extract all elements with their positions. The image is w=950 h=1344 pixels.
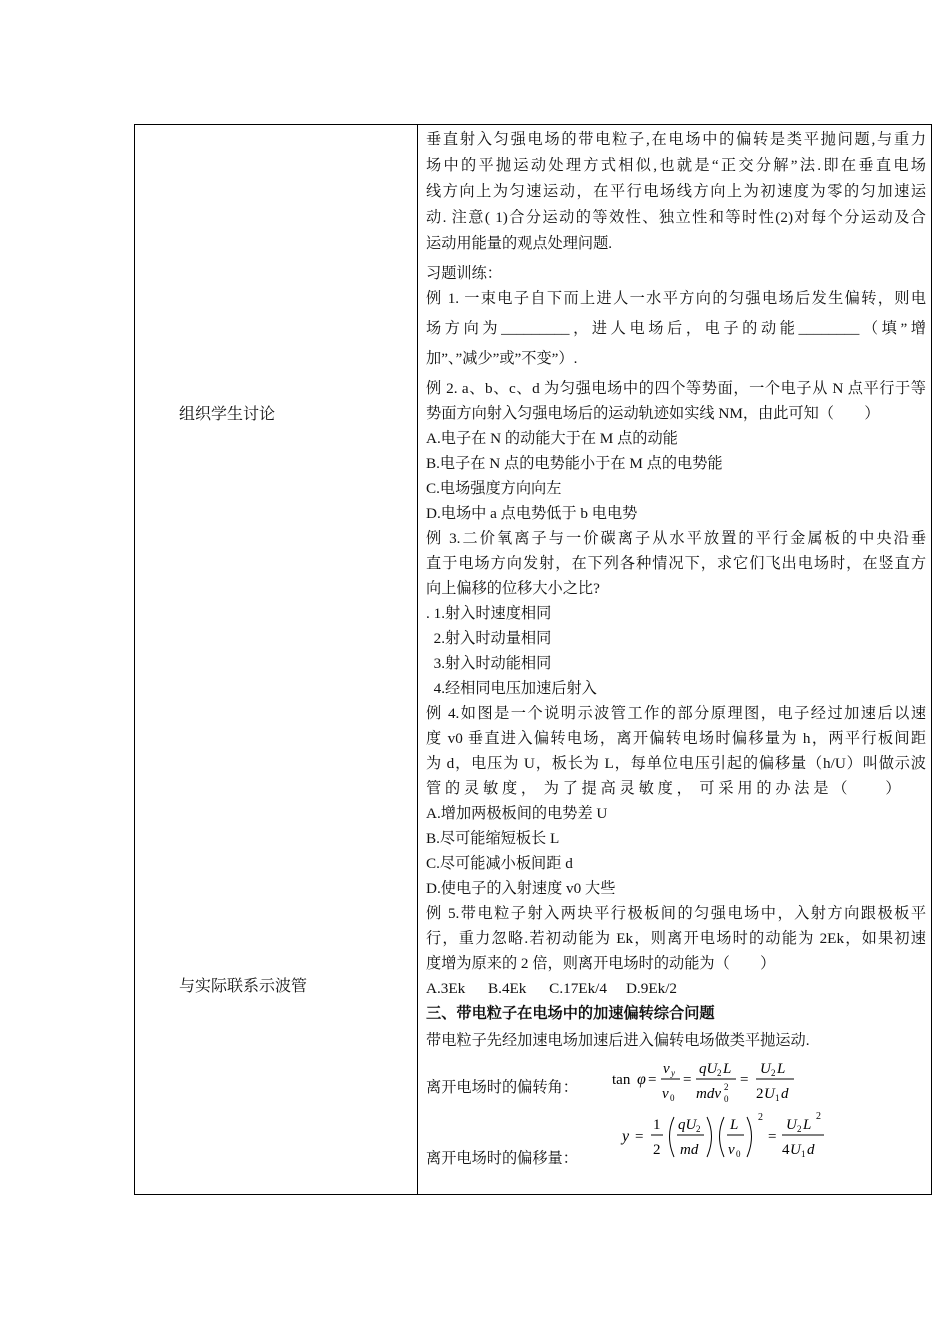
ex2-option-b: B.电子在 N 点的电势能小于在 M 点的电势能 bbox=[426, 455, 723, 472]
ex5-line-3: 度增为原来的 2 倍，则离开电场时的动能为（ ） bbox=[426, 955, 776, 972]
intro-line-2: 场中的平抛运动处理方式相似,也就是“正交分解”法.即在垂直电场 bbox=[426, 157, 926, 174]
svg-text:2: 2 bbox=[771, 1068, 776, 1078]
ex4-option-d: D.使电子的入射速度 v0 大些 bbox=[426, 880, 616, 897]
svg-text:0: 0 bbox=[670, 1093, 675, 1103]
svg-text:v: v bbox=[728, 1142, 735, 1158]
svg-text:φ: φ bbox=[637, 1071, 646, 1088]
ex4-line-2: 度 v0 垂直进入偏转电场，离开偏转电场时偏移量为 h，两平行板间距 bbox=[426, 730, 926, 747]
deflection-offset-label: 离开电场时的偏移量： bbox=[426, 1150, 578, 1167]
svg-text:2: 2 bbox=[653, 1142, 661, 1158]
lesson-table bbox=[134, 124, 932, 1195]
left-label-oscilloscope: 与实际联系示波管 bbox=[179, 978, 308, 995]
svg-text:L: L bbox=[723, 1061, 732, 1077]
ex1-line-3: 加”、”减少”或”不变”）. bbox=[426, 350, 578, 367]
svg-text:d: d bbox=[807, 1142, 815, 1158]
ex1-line-2: 场方向为_________，进人电场后，电子的动能________（填”增 bbox=[426, 320, 926, 337]
deflection-angle-row bbox=[426, 1055, 926, 1107]
intro-line-4: 动. 注意( 1)合分运动的等效性、独立性和等时性(2)对每个分运动及合 bbox=[426, 209, 926, 226]
svg-text:U: U bbox=[760, 1061, 771, 1077]
intro-line-1: 垂直射入匀强电场的带电粒子,在电场中的偏转是类平抛问题,与重力 bbox=[426, 131, 926, 148]
svg-text:qU: qU bbox=[678, 1117, 697, 1133]
ex3-line-3: 向上偏移的位移大小之比? bbox=[426, 580, 600, 597]
svg-text:v: v bbox=[663, 1061, 670, 1077]
svg-text:0: 0 bbox=[736, 1149, 741, 1159]
section3-description: 带电粒子先经加速电场加速后进入偏转电场做类平抛运动. bbox=[426, 1032, 810, 1049]
ex5-options: A.3Ek B.4Ek C.17Ek/4 D.9Ek/2 bbox=[426, 980, 678, 997]
ex4-option-a: A.增加两极板间的电势差 U bbox=[426, 805, 608, 822]
ex3-item-2: 2.射入时动量相同 bbox=[426, 630, 552, 647]
svg-text:=: = bbox=[648, 1072, 657, 1088]
practice-heading: 习题训练： bbox=[426, 265, 502, 282]
ex1-line-1: 例 1. 一束电子自下而上进人一水平方向的匀强电场后发生偏转，则电 bbox=[426, 290, 926, 307]
svg-text:=: = bbox=[683, 1072, 692, 1088]
svg-text:=: = bbox=[635, 1129, 644, 1145]
svg-text:y: y bbox=[671, 1068, 675, 1078]
ex4-line-4: 管 的 灵 敏 度 ， 为 了 提 高 灵 敏 度 ， 可 采 用 的 办 法 是 （ ） bbox=[426, 780, 901, 797]
ex3-item-1: . 1.射入时速度相同 bbox=[426, 605, 552, 622]
ex3-item-3: 3.射入时动能相同 bbox=[426, 655, 552, 672]
svg-text:4: 4 bbox=[782, 1142, 790, 1158]
intro-line-3: 线方向上为匀速运动，在平行电场线方向上为初速度为零的匀加速运 bbox=[426, 183, 926, 200]
svg-text:md: md bbox=[680, 1142, 699, 1158]
ex5-line-1: 例 5.带电粒子射入两块平行极板间的匀强电场中，入射方向跟极板平 bbox=[426, 905, 926, 922]
ex4-line-3: 为 d，电压为 U，板长为 L，每单位电压引起的偏移量（h/U）叫做示波 bbox=[426, 755, 926, 772]
svg-text:L: L bbox=[730, 1117, 739, 1133]
section3-heading: 三、带电粒子在电场中的加速偏转综合问题 bbox=[426, 1005, 715, 1022]
right-content bbox=[426, 127, 926, 1169]
svg-text:=: = bbox=[740, 1072, 749, 1088]
svg-text:1: 1 bbox=[653, 1117, 661, 1133]
column-divider bbox=[417, 125, 418, 1194]
svg-text:2: 2 bbox=[816, 1111, 821, 1122]
ex4-option-b: B.尽可能缩短板长 L bbox=[426, 830, 560, 847]
svg-text:=: = bbox=[768, 1129, 777, 1145]
svg-text:qU: qU bbox=[699, 1061, 718, 1077]
deflection-offset-row bbox=[426, 1107, 926, 1169]
deflection-angle-formula bbox=[606, 1055, 836, 1107]
ex3-line-1: 例 3.二价氧离子与一价碳离子从水平放置的平行金属板的中央沿垂 bbox=[426, 530, 926, 547]
svg-text:U: U bbox=[790, 1142, 801, 1158]
svg-text:mdv: mdv bbox=[696, 1086, 721, 1102]
ex3-line-2: 直于电场方向发射，在下列各种情况下，求它们飞出电场时，在竖直方 bbox=[426, 555, 926, 572]
ex2-line-1: 例 2. a、b、c、d 为匀强电场中的四个等势面，一个电子从 N 点平行于等 bbox=[426, 380, 926, 397]
svg-text:v: v bbox=[662, 1086, 669, 1102]
ex3-item-4: 4.经相同电压加速后射入 bbox=[426, 680, 597, 697]
svg-text:U: U bbox=[786, 1117, 797, 1133]
svg-text:2: 2 bbox=[756, 1086, 764, 1102]
svg-text:2: 2 bbox=[758, 1112, 763, 1123]
deflection-offset-formula bbox=[616, 1107, 876, 1169]
svg-text:0: 0 bbox=[724, 1094, 729, 1104]
ex2-option-c: C.电场强度方向向左 bbox=[426, 480, 562, 497]
svg-text:1: 1 bbox=[801, 1149, 806, 1159]
svg-text:L: L bbox=[803, 1117, 812, 1133]
ex2-line-2: 势面方向射入匀强电场后的运动轨迹如实线 NM，由此可知（ ） bbox=[426, 405, 880, 422]
svg-text:2: 2 bbox=[724, 1082, 729, 1092]
deflection-angle-label: 离开电场时的偏转角： bbox=[426, 1079, 578, 1096]
svg-text:1: 1 bbox=[775, 1093, 780, 1103]
ex4-line-1: 例 4.如图是一个说明示波管工作的部分原理图，电子经过加速后以速 bbox=[426, 705, 926, 722]
svg-text:tan: tan bbox=[612, 1072, 631, 1088]
ex2-option-a: A.电子在 N 的动能大于在 M 点的动能 bbox=[426, 430, 678, 447]
svg-text:2: 2 bbox=[717, 1068, 722, 1078]
svg-text:2: 2 bbox=[797, 1124, 802, 1134]
intro-line-5: 运动用能量的观点处理问题. bbox=[426, 235, 613, 252]
svg-text:2: 2 bbox=[696, 1124, 701, 1134]
ex2-option-d: D.电场中 a 点电势低于 b 电电势 bbox=[426, 505, 638, 522]
svg-text:U: U bbox=[764, 1086, 775, 1102]
svg-text:L: L bbox=[777, 1061, 786, 1077]
ex5-line-2: 行，重力忽略.若初动能为 Ek，则离开电场时的动能为 2Ek，如果初速 bbox=[426, 930, 926, 947]
ex4-option-c: C.尽可能减小板间距 d bbox=[426, 855, 573, 872]
svg-text:d: d bbox=[781, 1086, 789, 1102]
svg-text:y: y bbox=[622, 1128, 630, 1145]
left-label-discussion: 组织学生讨论 bbox=[179, 406, 276, 423]
